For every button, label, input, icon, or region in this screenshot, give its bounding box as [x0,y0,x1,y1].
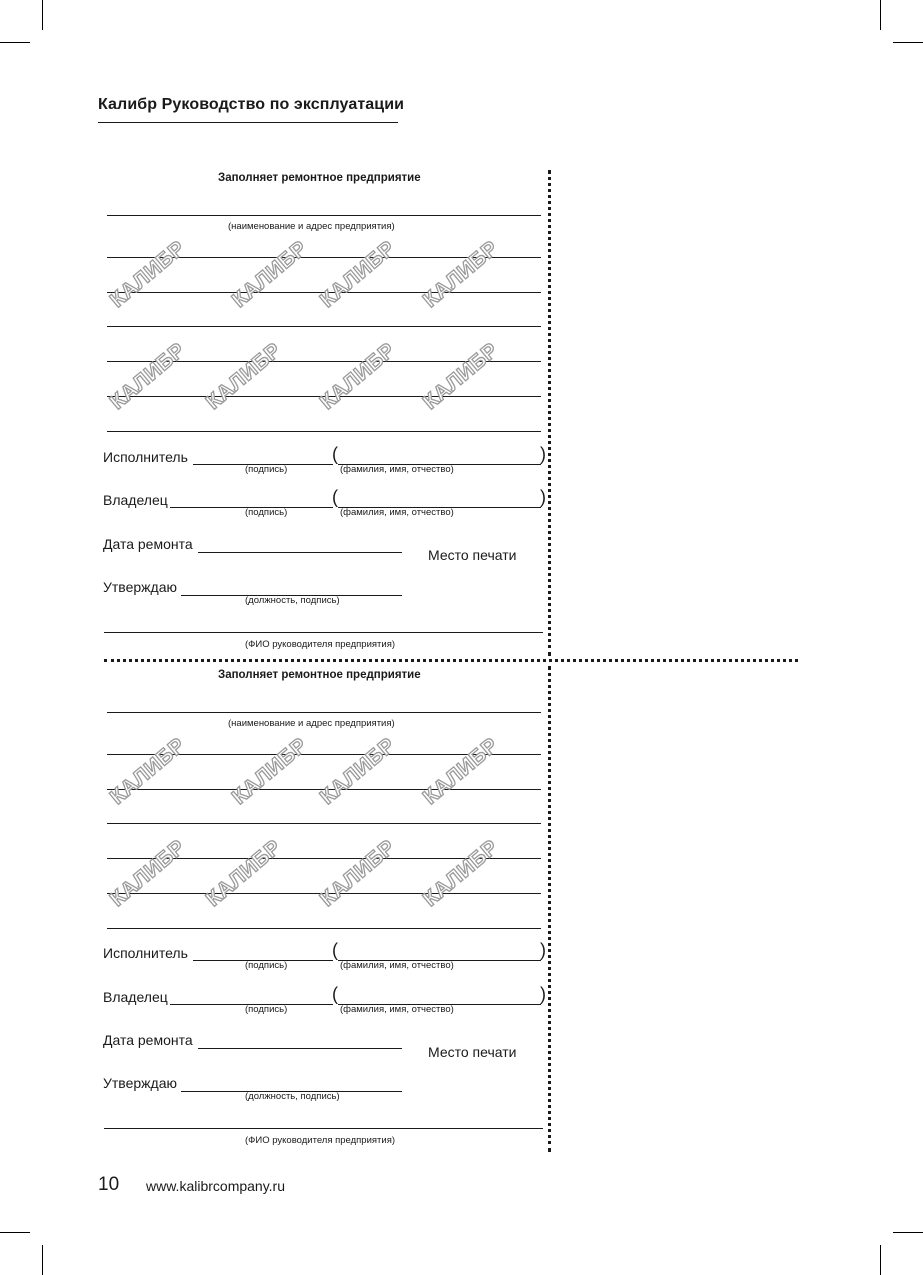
fio-caption: (фамилия, имя, отчество) [340,960,454,971]
crop-mark [880,1245,881,1275]
repair-date-field[interactable] [198,1048,402,1049]
crop-mark [42,1245,43,1275]
watermark: КАЛИБР [227,236,312,313]
page-title: Калибр Руководство по эксплуатации [98,96,405,113]
watermark: КАЛИБР [201,835,286,912]
crop-mark [0,42,30,43]
close-paren: ) [540,487,546,507]
watermark: КАЛИБР [418,338,503,415]
approve-label: Утверждаю [103,1075,177,1091]
watermark: КАЛИБР [418,835,503,912]
position-caption: (должность, подпись) [245,1091,340,1102]
form-title: Заполняет ремонтное предприятие [218,172,421,184]
repair-form-1 [0,172,560,672]
close-paren: ) [540,444,546,464]
owner-label: Владелец [103,989,168,1005]
repair-form-2 [0,669,560,1169]
watermark: КАЛИБР [105,236,190,313]
owner-label: Владелец [103,492,168,508]
watermark: КАЛИБР [227,733,312,810]
crop-mark [0,1232,30,1233]
executor-label: Исполнитель [103,945,188,961]
signature-caption: (подпись) [245,1004,288,1015]
page-number: 10 [98,1174,120,1195]
crop-mark [893,1232,923,1233]
watermark: КАЛИБР [315,733,400,810]
head-fio-caption: (ФИО руководителя предприятия) [245,639,396,650]
website-link[interactable]: www.kalibrcompany.ru [146,1178,286,1194]
close-paren: ) [540,984,546,1004]
open-paren: ( [332,984,338,1004]
watermark: КАЛИБР [418,733,503,810]
stamp-place-label: Место печати [428,547,517,563]
repair-date-label: Дата ремонта [103,536,193,552]
repair-date-label: Дата ремонта [103,1032,193,1048]
watermark: КАЛИБР [315,236,400,313]
signature-caption: (подпись) [245,464,288,475]
watermark: КАЛИБР [201,338,286,415]
header-rule [98,122,398,123]
name-address-caption: (наименование и адрес предприятия) [228,221,395,232]
signature-caption: (подпись) [245,507,288,518]
name-address-field[interactable] [107,712,541,713]
blank-line[interactable] [107,823,541,824]
blank-line[interactable] [107,431,541,432]
approve-label: Утверждаю [103,579,177,595]
blank-line[interactable] [107,928,541,929]
signature-caption: (подпись) [245,960,288,971]
head-fio-field[interactable] [104,1128,543,1129]
open-paren: ( [332,487,338,507]
open-paren: ( [332,940,338,960]
form-title: Заполняет ремонтное предприятие [218,669,421,681]
watermark: КАЛИБР [418,236,503,313]
position-caption: (должность, подпись) [245,595,340,606]
watermark: КАЛИБР [105,338,190,415]
watermark: КАЛИБР [315,338,400,415]
crop-mark [880,0,881,30]
watermark: КАЛИБР [315,835,400,912]
head-fio-caption: (ФИО руководителя предприятия) [245,1135,396,1146]
head-fio-field[interactable] [104,632,543,633]
crop-mark [893,42,923,43]
executor-label: Исполнитель [103,449,188,465]
fio-caption: (фамилия, имя, отчество) [340,1004,454,1015]
fio-caption: (фамилия, имя, отчество) [340,507,454,518]
stamp-place-label: Место печати [428,1044,517,1060]
name-address-field[interactable] [107,215,541,216]
repair-date-field[interactable] [198,552,402,553]
watermark: КАЛИБР [105,835,190,912]
fio-caption: (фамилия, имя, отчество) [340,464,454,475]
close-paren: ) [540,940,546,960]
crop-mark [42,0,43,30]
blank-line[interactable] [107,326,541,327]
name-address-caption: (наименование и адрес предприятия) [228,718,395,729]
open-paren: ( [332,444,338,464]
watermark: КАЛИБР [105,733,190,810]
